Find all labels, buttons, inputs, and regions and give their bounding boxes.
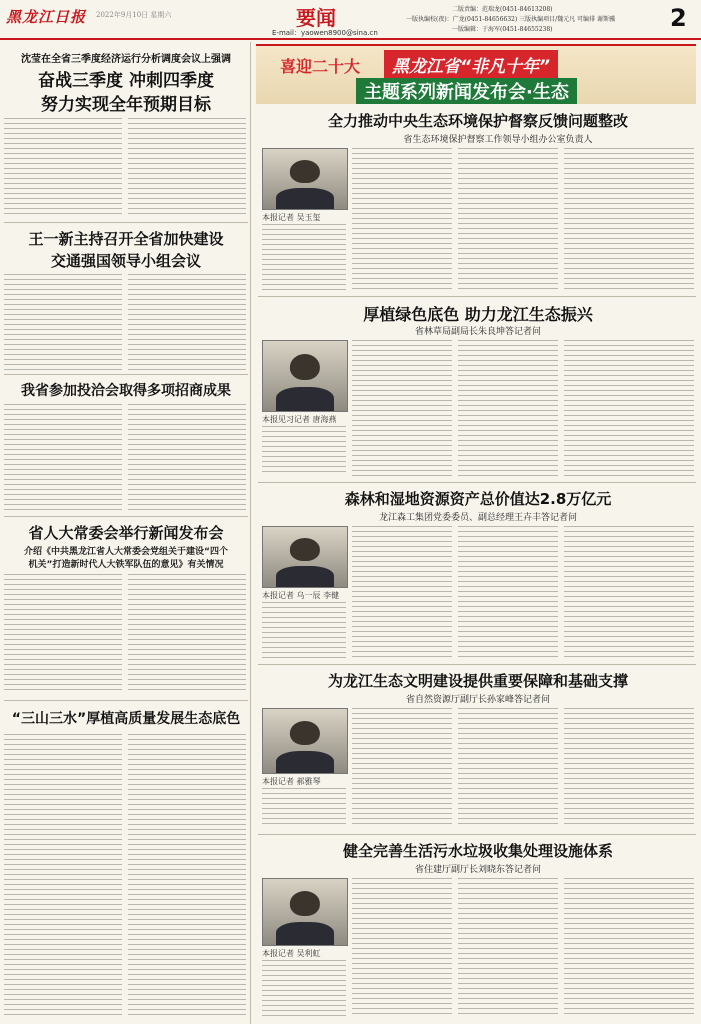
article-title: 王一新主持召开全省加快建设 xyxy=(28,230,224,248)
article-divider xyxy=(258,834,696,835)
article-body xyxy=(128,404,246,512)
article-body xyxy=(262,788,346,828)
article-divider xyxy=(4,516,248,517)
article-body xyxy=(458,340,558,476)
article-body xyxy=(128,734,246,1018)
article-title: 努力实现全年预期目标 xyxy=(41,95,211,115)
article-body xyxy=(262,960,346,1018)
series-banner xyxy=(256,44,696,104)
banner-subtitle: 主题系列新闻发布会·生态 xyxy=(356,78,577,104)
article-body xyxy=(352,340,452,476)
article-body xyxy=(4,574,122,694)
article-title: 森林和湿地资源资产总价值达2.8万亿元 xyxy=(344,490,612,508)
article-title: 健全完善生活污水垃圾收集处理设施体系 xyxy=(342,842,613,860)
article-subtitle: 介绍《中共黑龙江省人大常委会党组关于建设“四个 xyxy=(24,547,228,557)
article-body xyxy=(352,708,452,828)
article-body xyxy=(4,404,122,512)
article-divider xyxy=(258,482,696,483)
article-body xyxy=(458,878,558,1018)
article-subtitle: 省自然资源厅副厅长孙家峰答记者问 xyxy=(405,695,550,705)
article-body xyxy=(564,148,694,290)
speaker-photo xyxy=(262,148,348,210)
article-body xyxy=(262,602,346,658)
page-number: 2 xyxy=(670,4,687,32)
column-divider xyxy=(250,42,251,1024)
issue-date: 2022年9月10日 星期六 xyxy=(96,11,172,19)
article-body xyxy=(458,148,558,290)
article-body xyxy=(128,118,246,218)
editor-contact-2: 一版执编校(夜)：广龙(0451-84656632) 三版执编项目/魏元凡 可编排 谢斯骥 xyxy=(406,16,615,23)
speaker-photo xyxy=(262,526,348,588)
article-body xyxy=(352,526,452,658)
article-title: 省人大常委会举行新闻发布会 xyxy=(28,524,224,542)
article-title: 我省参加投洽会取得多项招商成果 xyxy=(21,383,231,399)
section-email: E-mail：yaowen8900@sina.cn xyxy=(272,29,378,37)
article-divider xyxy=(4,700,248,701)
article-body xyxy=(458,708,558,828)
article-body xyxy=(128,274,246,370)
article-body xyxy=(564,340,694,476)
article-title: 全力推动中央生态环境保护督察反馈问题整改 xyxy=(327,112,628,130)
banner-highlight: 黑龙江省“非凡十年” xyxy=(384,50,558,79)
article-subtitle: 机关”打造新时代人大铁军队伍的意见》有关情况 xyxy=(28,560,224,570)
photo-caption: 本报见习记者 唐海燕 xyxy=(262,415,337,424)
masthead-rule xyxy=(0,38,701,40)
masthead xyxy=(0,0,701,40)
article-subtitle: 省住建厅副厅长刘晓东答记者问 xyxy=(414,865,541,875)
article-subtitle: 省生态环境保护督察工作领导小组办公室负责人 xyxy=(403,135,593,145)
speaker-photo xyxy=(262,340,348,412)
article-body xyxy=(262,224,346,290)
photo-caption: 本报记者 郝雅琴 xyxy=(262,777,321,786)
article-divider xyxy=(258,296,696,297)
article-divider xyxy=(258,664,696,665)
article-subtitle: 龙江森工集团党委委员、副总经理王卉丰答记者问 xyxy=(378,513,577,523)
article-divider xyxy=(4,374,248,375)
article-body xyxy=(564,878,694,1018)
article-title: “三山三水”厚植高质量发展生态底色 xyxy=(11,711,241,727)
article-body xyxy=(458,526,558,658)
article-subtitle: 省林草局副局长朱良坤答记者问 xyxy=(414,327,541,337)
editor-contact-1: 二版责编：范瑞龙(0451-84613208) xyxy=(452,6,553,13)
article-title: 奋战三季度 冲刺四季度 xyxy=(38,71,214,91)
photo-caption: 本报记者 吴玉玺 xyxy=(262,213,321,222)
article-body xyxy=(128,574,246,694)
speaker-photo xyxy=(262,708,348,774)
article-body xyxy=(4,274,122,370)
article-body xyxy=(262,426,346,476)
article-body xyxy=(564,708,694,828)
article-body xyxy=(352,148,452,290)
banner-prefix: 喜迎二十大 xyxy=(280,57,361,76)
article-title: 厚植绿色底色 助力龙江生态振兴 xyxy=(363,305,593,324)
article-title: 交通强国领导小组会议 xyxy=(50,252,201,270)
article-divider xyxy=(4,222,248,223)
section-title: 要闻 xyxy=(296,6,336,30)
article-body xyxy=(352,878,452,1018)
article-body xyxy=(564,526,694,658)
article-body xyxy=(4,734,122,1018)
newspaper-logo: 黑龙江日报 xyxy=(6,8,87,26)
article-kicker: 沈莹在全省三季度经济运行分析调度会议上强调 xyxy=(21,54,231,65)
speaker-photo xyxy=(262,878,348,946)
photo-caption: 本报记者 乌一辰 李健 xyxy=(262,591,340,600)
article-title: 为龙江生态文明建设提供重要保障和基础支撑 xyxy=(327,672,628,690)
article-body xyxy=(4,118,122,218)
editor-contact-3: 一版编辑：于海军(0451-84655238) xyxy=(452,26,553,33)
photo-caption: 本报记者 吴利虹 xyxy=(262,949,321,958)
